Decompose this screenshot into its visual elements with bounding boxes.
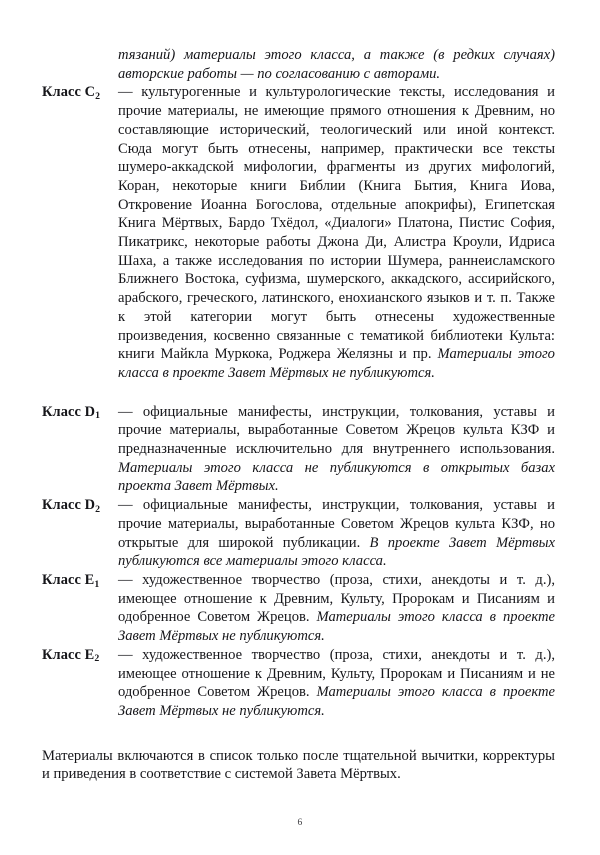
class-label (42, 403, 118, 424)
class-label-main: Класс D (42, 403, 96, 420)
definition-roman-1: — художественное творчество (проза, стихи, анекдоты и т. д.), имеющее отношение к Древним, Культу, Пророкам и Писаниям и одобренное Советом Жрецов. (118, 571, 555, 626)
class-definition-row (42, 403, 555, 497)
closing-paragraph: Материалы включаются в список только после тщательной вычитки, корректуры и приведения в соответствие с системой Завета Мёртвых. (42, 747, 555, 783)
class-definition-row (42, 646, 555, 721)
class-label-main: Класс E (42, 571, 95, 588)
section-gap (42, 383, 555, 403)
class-label (42, 496, 118, 517)
class-label-main: Класс C (42, 84, 96, 101)
class-definition-text (118, 403, 555, 497)
continuation-paragraph: тязаний) материалы этого класса, а также (в редких случаях) авторские работы — по согласованию с авторами. (118, 47, 555, 82)
class-label-subscript: 2 (95, 90, 101, 102)
class-label-main: Класс D (42, 497, 96, 514)
page-number: 6 (297, 818, 303, 828)
class-label-main: Класс E (42, 646, 95, 663)
class-definition-row (42, 571, 555, 646)
definition-italic-1: Материалы этого класса в проекте Завет Мёртвых не публикуются. (118, 609, 555, 645)
class-definition-text (118, 83, 555, 382)
class-label-subscript: 2 (95, 503, 101, 515)
page-content (42, 46, 555, 784)
class-label-subscript: 1 (95, 410, 101, 422)
definition-italic-1: Материалы этого класса не публикуются в открытых базах проекта Завет Мёртвых. (118, 459, 555, 495)
class-definition-text (118, 571, 555, 646)
class-label (42, 571, 118, 592)
definition-italic-1: В проекте Завет Мёртвых публикуются все материалы этого класса. (118, 534, 555, 570)
class-definition-row (42, 496, 555, 571)
class-definition-list (42, 83, 555, 720)
class-definition-text (118, 646, 555, 721)
definition-italic-1: Материалы этого класса в проекте Завет Мёртвых не публикуются. (118, 346, 555, 381)
class-label-subscript: 2 (94, 653, 100, 665)
class-label-subscript: 1 (94, 578, 100, 590)
definition-roman-1: — культурогенные и культурологические тексты, исследования и прочие материалы, не имеющие прямого отношения к Древним, но составляющие исторический, теологический или иной контекст. Сюда могут быть отнесены, например, практически все тексты шумеро-аккадской мифологии, фрагменты из других мифологий, Коран, некоторые книги Библии (Книга Бытия, Книга Иова, Откровение Иоанна Богослова, отдельные апокрифы), Египетская Книга Мёртвых, Бардо Тхёдол, «Диалоги» Платона, Пистис София, Пикатрикс, некоторые работы Джона Ди, Алистра Кроули, Идриса Шаха, а также исследования по истории Шумера, раннеисламского Ближнего Востока, суфизма, шумерского, аккадского, ассирийского, арабского, греческого, латинского, енохианского языков и т. п. Также к этой категории могут быть отнесены художественные произведения, косвенно связанные с тематикой библиотеки Культа: книги Майкла Муркока, Роджера Желязны и пр. (118, 84, 555, 363)
definition-italic-1: Материалы этого класса в проекте Завет Мёртвых не публикуются. (118, 684, 555, 719)
class-label (42, 83, 118, 104)
class-definition-row (42, 83, 555, 382)
definition-roman-1: — художественное творчество (проза, стихи, анекдоты и т. д.), имеющее отношение к Древним, Культу, Пророкам и Писаниям и не одобренное Советом Жрецов. (118, 646, 555, 701)
class-label (42, 646, 118, 667)
definition-roman-1: — официальные манифесты, инструкции, толкования, уставы и прочие материалы, выработанные Советом Жрецов культа КЗФ, но открытые для широкой публикации. (118, 497, 555, 551)
definition-roman-1: — официальные манифесты, инструкции, толкования, уставы и прочие материалы, выработанные Советом Жрецов культа КЗФ и предназначенные исключительно для внутреннего использования. (118, 403, 555, 458)
class-definition-text (118, 496, 555, 571)
